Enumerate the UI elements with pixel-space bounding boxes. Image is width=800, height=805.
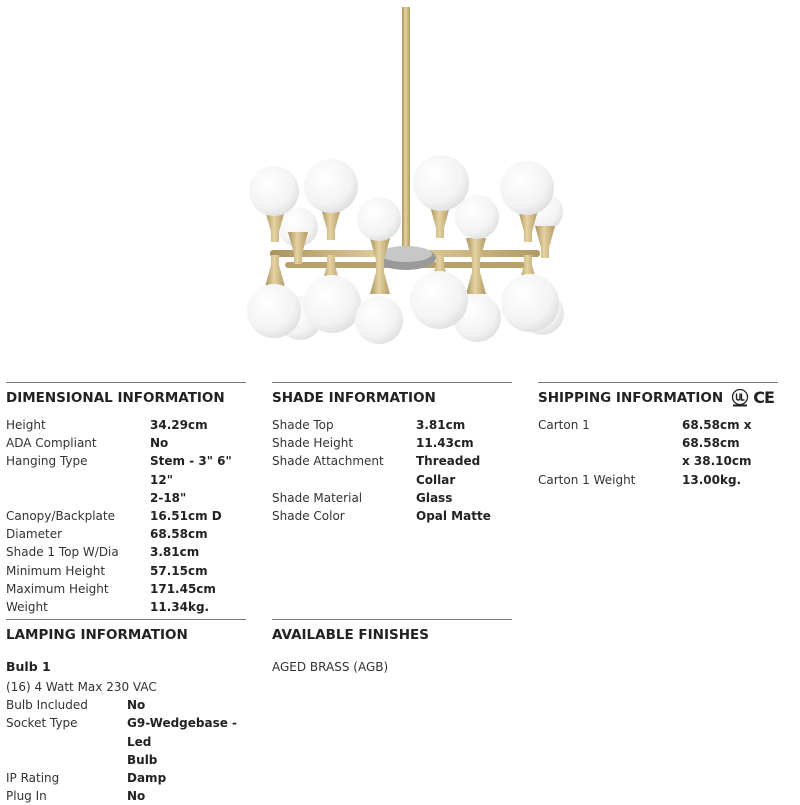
- spec-value: [416, 434, 474, 452]
- spec-value-line: Damp: [127, 771, 167, 786]
- spec-row: [272, 434, 512, 452]
- spec-row: [6, 714, 246, 769]
- dimensional-section: [6, 382, 246, 616]
- spec-label: Shade Height: [272, 436, 354, 451]
- spec-row: [538, 471, 778, 489]
- spec-value: [416, 452, 512, 488]
- spec-value: [150, 452, 246, 507]
- spec-value-line: Bulb: [127, 752, 158, 767]
- spec-value: [150, 416, 208, 434]
- spec-label: Diameter: [6, 527, 63, 542]
- spec-row: [6, 416, 246, 434]
- spec-value-line: Stem - 3" 6" 12": [150, 454, 232, 487]
- spec-row: [272, 489, 512, 507]
- spec-value-line: 171.45cm: [150, 581, 216, 596]
- shade-section: [272, 382, 512, 525]
- spec-value-line: 13.00kg.: [682, 472, 742, 487]
- spec-value-line: G9-Wedgebase - Led: [127, 716, 238, 749]
- spec-value-line: No: [127, 789, 146, 804]
- spec-value-line: Opal Matte: [416, 509, 491, 524]
- spec-value: [127, 769, 166, 787]
- spec-label: Carton 1: [538, 418, 590, 432]
- spec-label: Maximum Height: [6, 581, 109, 596]
- spec-value: [682, 416, 778, 471]
- spec-value-line: Glass: [416, 490, 453, 505]
- spec-label: Shade Top: [272, 418, 334, 432]
- spec-row: [6, 507, 246, 525]
- spec-value: [150, 434, 168, 452]
- spec-value-line: Threaded Collar: [416, 454, 481, 487]
- section-divider: [272, 619, 512, 620]
- spec-row: [6, 434, 246, 452]
- spec-label: IP Rating: [6, 771, 60, 786]
- section-divider: [272, 382, 512, 383]
- spec-label: Shade Material: [272, 490, 363, 505]
- ul-listed-icon: [729, 388, 751, 408]
- spec-value-line: 11.43cm: [416, 436, 474, 451]
- bulb-description: (16) 4 Watt Max 230 VAC: [6, 680, 157, 694]
- spec-value-line: 68.58cm x 68.58cm: [682, 418, 752, 451]
- spec-row: [6, 525, 246, 543]
- spec-label: Canopy/Backplate: [6, 509, 115, 524]
- spec-value: [416, 507, 491, 525]
- spec-value: [416, 489, 452, 507]
- spec-value: [150, 507, 222, 525]
- spec-value-line: 16.51cm D: [150, 509, 222, 524]
- section-title-row: [538, 389, 778, 407]
- spec-label: Bulb Included: [6, 698, 88, 713]
- section-title: DIMENSIONAL INFORMATION: [6, 390, 225, 406]
- spec-value: [150, 580, 216, 598]
- ce-mark-icon: CE: [753, 388, 774, 407]
- spec-value-line: 3.81cm: [416, 418, 466, 432]
- section-title: LAMPING INFORMATION: [6, 627, 188, 643]
- spec-row: [6, 543, 246, 561]
- section-title: SHIPPING INFORMATION: [538, 390, 724, 406]
- spec-label: Plug In: [6, 789, 47, 804]
- spec-value: [150, 598, 209, 616]
- spec-value-line: No: [150, 436, 169, 451]
- spec-row: [6, 452, 246, 507]
- finish-item: AGED BRASS (AGB): [272, 660, 389, 674]
- spec-value: [150, 543, 199, 561]
- spec-value-line: 11.34kg.: [150, 600, 210, 615]
- spec-value-line: 2-18": [150, 490, 187, 505]
- spec-row: [6, 787, 246, 805]
- spec-label: Shade Attachment: [272, 454, 384, 469]
- spec-row: [6, 580, 246, 598]
- spec-value-line: 57.15cm: [150, 563, 208, 578]
- bulb-heading: Bulb 1: [6, 659, 51, 674]
- lamping-section: [6, 619, 246, 805]
- spec-row: [6, 562, 246, 580]
- finishes-section: [272, 619, 512, 676]
- spec-row: [6, 769, 246, 787]
- section-divider: [6, 619, 246, 620]
- spec-value: [150, 525, 208, 543]
- spec-value-line: No: [127, 698, 146, 713]
- spec-label: Hanging Type: [6, 454, 88, 469]
- spec-label: Shade Color: [272, 509, 345, 524]
- spec-value: [150, 562, 208, 580]
- spec-row: [272, 452, 512, 488]
- product-image: [0, 0, 800, 372]
- spec-row: [538, 416, 778, 471]
- spec-value-line: 68.58cm: [150, 527, 208, 542]
- spec-row: [272, 507, 512, 525]
- spec-row: [6, 696, 246, 714]
- spec-label: ADA Compliant: [6, 436, 97, 451]
- spec-value: [127, 787, 145, 805]
- spec-label: Carton 1 Weight: [538, 472, 636, 487]
- spec-row: [6, 598, 246, 616]
- section-divider: [6, 382, 246, 383]
- spec-value: [127, 714, 246, 769]
- spec-label: Socket Type: [6, 716, 78, 731]
- spec-value-line: x 38.10cm: [682, 454, 752, 469]
- spec-value: [127, 696, 145, 714]
- certification-marks: [729, 388, 774, 408]
- spec-label: Shade 1 Top W/Dia: [6, 545, 119, 560]
- spec-value-line: 34.29cm: [150, 418, 208, 432]
- spec-label: Minimum Height: [6, 563, 106, 578]
- spec-label: Height: [6, 418, 46, 432]
- section-divider: [538, 382, 778, 383]
- spec-value-line: 3.81cm: [150, 545, 200, 560]
- spec-label: Weight: [6, 600, 48, 615]
- spec-row: [272, 416, 512, 434]
- section-title: SHADE INFORMATION: [272, 390, 436, 406]
- spec-value: [682, 471, 741, 489]
- section-title: AVAILABLE FINISHES: [272, 627, 429, 643]
- chandelier: [247, 7, 564, 344]
- shipping-section: [538, 382, 778, 489]
- spec-value: [416, 416, 465, 434]
